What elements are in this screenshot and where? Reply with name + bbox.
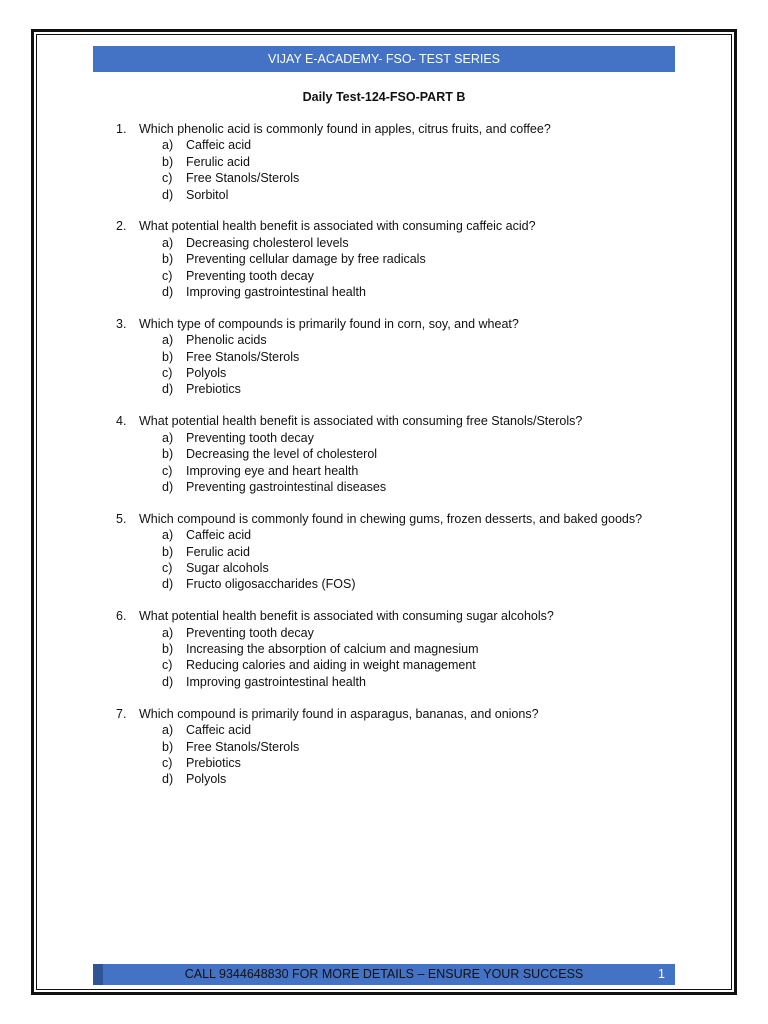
option-item xyxy=(0,268,768,284)
question-item xyxy=(0,316,768,398)
option-item xyxy=(0,771,768,787)
option-item xyxy=(0,235,768,251)
option-letter: d) xyxy=(162,382,174,397)
option-text: Sorbitol xyxy=(186,187,229,202)
option-text: Preventing gastrointestinal diseases xyxy=(186,479,387,494)
option-text: Caffeic acid xyxy=(186,138,252,153)
option-letter: a) xyxy=(162,528,174,543)
footer-banner xyxy=(93,964,675,985)
question-list xyxy=(0,121,768,803)
option-text: Preventing cellular damage by free radicals xyxy=(186,252,426,267)
option-text: Preventing tooth decay xyxy=(186,268,314,283)
document-title: Daily Test-124-FSO-PART B xyxy=(302,90,466,104)
option-item xyxy=(0,137,768,153)
header-title: VIJAY E-ACADEMY- FSO- TEST SERIES xyxy=(267,52,500,66)
question-text: What potential health benefit is associated with consuming caffeic acid? xyxy=(139,219,536,234)
option-item xyxy=(0,641,768,657)
option-text: Preventing tooth decay xyxy=(186,625,314,640)
question-item xyxy=(0,608,768,690)
question-number: 1. xyxy=(116,122,127,136)
option-list xyxy=(0,722,768,788)
question-number: 5. xyxy=(116,511,127,526)
option-letter: d) xyxy=(162,187,174,202)
option-item xyxy=(0,365,768,381)
option-item xyxy=(0,446,768,462)
option-letter: c) xyxy=(162,560,173,575)
option-item xyxy=(0,430,768,446)
option-letter: b) xyxy=(162,642,174,657)
option-text: Reducing calories and aiding in weight management xyxy=(186,658,476,673)
option-letter: b) xyxy=(162,349,174,364)
question-number: 3. xyxy=(116,316,127,331)
option-letter: d) xyxy=(162,479,174,494)
question-text: Which compound is commonly found in chewing gums, frozen desserts, and baked goods? xyxy=(139,511,643,526)
question-number: 4. xyxy=(116,414,127,429)
option-item xyxy=(0,625,768,641)
option-list xyxy=(0,527,768,593)
question-number: 7. xyxy=(116,706,127,721)
question-text: What potential health benefit is associated with consuming free Stanols/Sterols? xyxy=(139,414,583,429)
option-item xyxy=(0,154,768,170)
question-item xyxy=(0,511,768,593)
option-letter: b) xyxy=(162,739,174,754)
option-letter: a) xyxy=(162,333,174,348)
option-item xyxy=(0,381,768,397)
page-number: 1 xyxy=(658,967,665,981)
question-text: What potential health benefit is associated with consuming sugar alcohols? xyxy=(139,609,554,624)
option-item xyxy=(0,544,768,560)
option-item xyxy=(0,576,768,592)
option-text: Prebiotics xyxy=(186,755,241,770)
option-letter: c) xyxy=(162,463,173,478)
option-text: Free Stanols/Sterols xyxy=(186,171,300,186)
option-text: Prebiotics xyxy=(186,382,241,397)
question-item xyxy=(0,121,768,203)
option-letter: b) xyxy=(162,447,174,462)
option-letter: a) xyxy=(162,138,174,153)
option-letter: c) xyxy=(162,171,173,186)
question-item xyxy=(0,706,768,788)
option-letter: c) xyxy=(162,268,173,283)
option-list xyxy=(0,235,768,301)
option-letter: c) xyxy=(162,658,173,673)
option-item xyxy=(0,722,768,738)
option-item xyxy=(0,187,768,203)
option-item xyxy=(0,251,768,267)
option-item xyxy=(0,674,768,690)
option-text: Free Stanols/Sterols xyxy=(186,739,300,754)
option-letter: b) xyxy=(162,252,174,267)
option-text: Improving eye and heart health xyxy=(186,463,359,478)
option-text: Polyols xyxy=(186,772,227,787)
question-text: Which compound is primarily found in asparagus, bananas, and onions? xyxy=(139,706,539,721)
option-letter: b) xyxy=(162,544,174,559)
option-text: Increasing the absorption of calcium and magnesium xyxy=(186,642,479,657)
option-text: Free Stanols/Sterols xyxy=(186,349,300,364)
header-banner xyxy=(93,46,675,72)
question-number: 2. xyxy=(116,219,127,234)
option-item xyxy=(0,739,768,755)
option-letter: d) xyxy=(162,772,174,787)
option-text: Decreasing cholesterol levels xyxy=(186,235,349,250)
option-item xyxy=(0,284,768,300)
option-text: Caffeic acid xyxy=(186,723,252,738)
option-letter: a) xyxy=(162,235,174,250)
option-item xyxy=(0,479,768,495)
option-text: Improving gastrointestinal health xyxy=(186,674,366,689)
option-text: Decreasing the level of cholesterol xyxy=(186,447,378,462)
option-item xyxy=(0,463,768,479)
question-item xyxy=(0,218,768,300)
option-letter: b) xyxy=(162,154,174,169)
option-text: Ferulic acid xyxy=(186,544,250,559)
option-text: Phenolic acids xyxy=(186,333,267,348)
option-list xyxy=(0,625,768,691)
option-text: Polyols xyxy=(186,366,227,381)
option-item xyxy=(0,527,768,543)
option-item xyxy=(0,560,768,576)
option-letter: a) xyxy=(162,625,174,640)
option-item xyxy=(0,349,768,365)
option-text: Sugar alcohols xyxy=(186,560,269,575)
option-item xyxy=(0,755,768,771)
question-text: Which type of compounds is primarily found in corn, soy, and wheat? xyxy=(139,316,519,331)
option-letter: c) xyxy=(162,366,173,381)
footer-contact-text: CALL 9344648830 FOR MORE DETAILS – ENSURE YOUR SUCCESS xyxy=(184,967,584,981)
option-list xyxy=(0,332,768,398)
option-item xyxy=(0,657,768,673)
option-letter: a) xyxy=(162,430,174,445)
option-text: Fructo oligosaccharides (FOS) xyxy=(186,577,356,592)
option-item xyxy=(0,332,768,348)
option-text: Improving gastrointestinal health xyxy=(186,285,366,300)
option-text: Caffeic acid xyxy=(186,528,252,543)
option-text: Preventing tooth decay xyxy=(186,430,314,445)
option-letter: c) xyxy=(162,755,173,770)
option-letter: d) xyxy=(162,285,174,300)
option-item xyxy=(0,170,768,186)
question-text: Which phenolic acid is commonly found in apples, citrus fruits, and coffee? xyxy=(139,122,551,136)
option-list xyxy=(0,137,768,203)
option-letter: d) xyxy=(162,674,174,689)
question-item xyxy=(0,413,768,495)
option-letter: a) xyxy=(162,723,174,738)
option-list xyxy=(0,430,768,496)
option-text: Ferulic acid xyxy=(186,154,250,169)
option-letter: d) xyxy=(162,577,174,592)
question-number: 6. xyxy=(116,609,127,624)
